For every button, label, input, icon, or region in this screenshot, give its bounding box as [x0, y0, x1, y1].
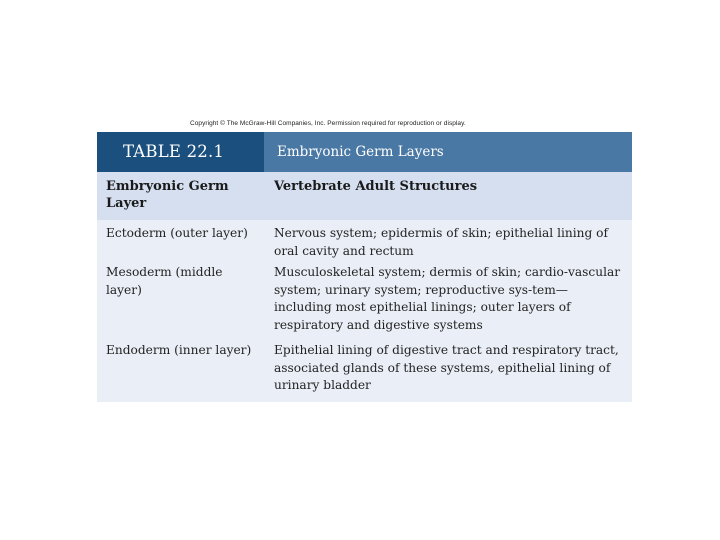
column-header-adult-structures: Vertebrate Adult Structures: [274, 179, 478, 194]
table-title: Embryonic Germ Layers: [264, 132, 632, 172]
cell-germ-layer: Ectoderm (outer layer): [106, 226, 248, 240]
cell-adult-structures: Nervous system; epidermis of skin; epithelial lining of oral cavity and rectum: [274, 226, 608, 258]
cell-adult-structures: Epithelial lining of digestive tract and respiratory tract, associated glands of these systems, epithelial lining of urinary bladder: [274, 343, 619, 392]
germ-layers-table: [97, 132, 632, 402]
table-row-endoderm: [97, 340, 632, 402]
table-body: [97, 220, 632, 402]
cell-germ-layer: Endoderm (inner layer): [106, 343, 252, 357]
table-row-ectoderm: [97, 220, 632, 262]
cell-germ-layer: Mesoderm (middle layer): [106, 265, 223, 297]
cell-adult-structures: Musculoskeletal system; dermis of skin; cardio-vascular system; urinary system; reproductive sys-tem—including most epithelial linings; outer layers of respiratory and digestive systems: [274, 265, 621, 332]
copyright-notice: Copyright © The McGraw-Hill Companies, Inc. Permission required for reproduction or display.: [190, 120, 466, 127]
table-header-row: [97, 172, 632, 220]
table-number: TABLE 22.1: [97, 132, 264, 172]
table-row-mesoderm: [97, 262, 632, 340]
column-header-germ-layer: Embryonic Germ Layer: [106, 179, 229, 211]
table-title-bar: [97, 132, 632, 172]
